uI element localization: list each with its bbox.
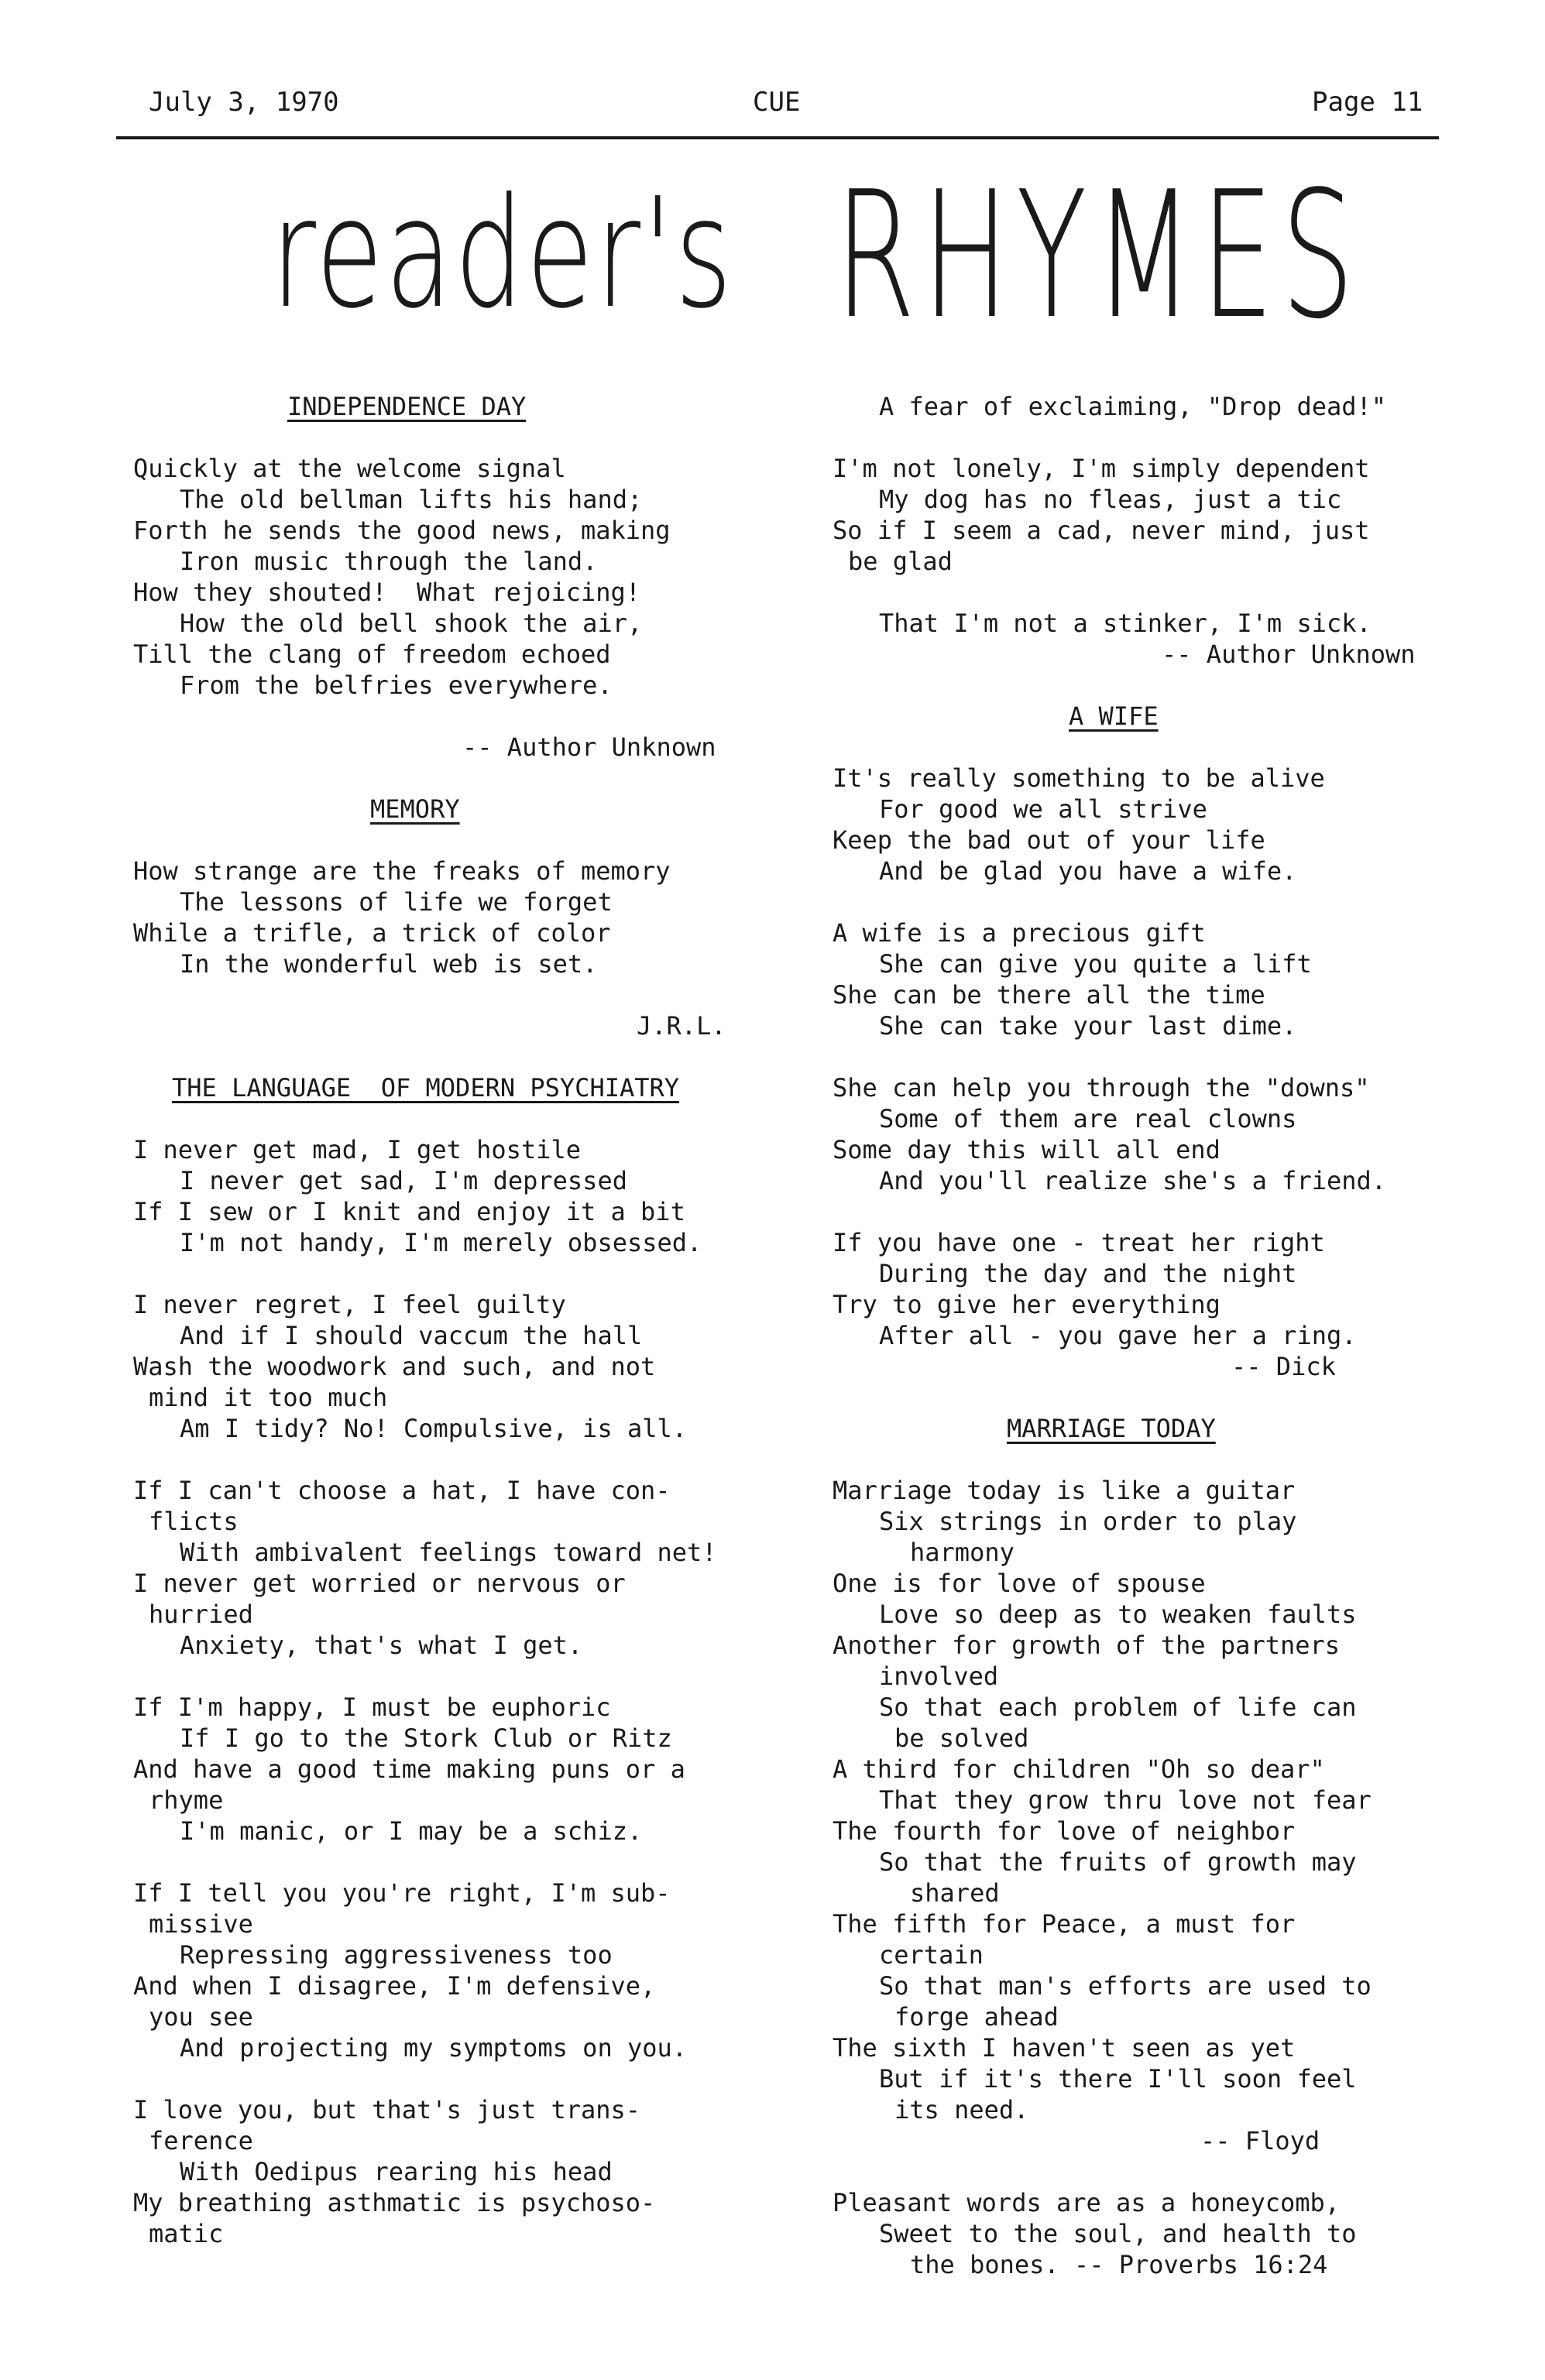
poem-line: I love you, but that's just trans- <box>133 2095 641 2125</box>
poem-line: A fear of exclaiming, "Drop dead!" <box>879 392 1387 421</box>
poem-line: Try to give her everything <box>833 1290 1221 1319</box>
poem-line: But if it's there I'll soon feel <box>879 2064 1357 2094</box>
poem-line: If I can't choose a hat, I have con- <box>133 1476 671 1505</box>
poem-line: And be glad you have a wife. <box>879 856 1297 886</box>
poem-line: In the wonderful web is set. <box>180 949 598 979</box>
poem-line: involved <box>879 1662 999 1691</box>
poem-title: MARRIAGE TODAY <box>1007 1414 1216 1443</box>
poem-line: Marriage today is like a guitar <box>833 1476 1296 1505</box>
header-rule <box>116 136 1439 139</box>
poem-line: From the belfries everywhere. <box>180 670 613 700</box>
poem-line: Love so deep as to weaken faults <box>879 1600 1357 1629</box>
poem-line: forge ahead <box>894 2002 1059 2032</box>
page-title-left: reader's <box>271 166 734 342</box>
poem-line: harmony <box>910 1538 1015 1567</box>
poem-line: And you'll realize she's a friend. <box>879 1166 1387 1195</box>
poem-line: So that man's efforts are used to <box>879 1971 1372 2001</box>
stanza-gap <box>133 825 737 856</box>
poem-title: MEMORY <box>370 794 460 824</box>
stanza-gap <box>833 1382 1444 1413</box>
poem-line: That I'm not a stinker, I'm sick. <box>879 609 1372 638</box>
poem-line: One is for love of spouse <box>833 1569 1206 1598</box>
poem-line: missive <box>149 1909 253 1939</box>
poem-line: She can help you through the "downs" <box>833 1073 1370 1103</box>
poem-line: rhyme <box>149 1785 224 1815</box>
poem-line: J.R.L. <box>637 1011 726 1041</box>
poem-line: certain <box>879 1940 984 1970</box>
stanza-gap <box>133 1444 737 1475</box>
poem-line: My breathing asthmatic is psychoso- <box>133 2188 656 2217</box>
poem-title: THE LANGUAGE OF MODERN PSYCHIATRY <box>172 1073 680 1103</box>
right-column <box>833 391 1444 2280</box>
page-number: Page 11 <box>1312 87 1423 118</box>
poem-line: She can take your last dime. <box>879 1011 1297 1041</box>
poem-line: matic <box>149 2219 224 2248</box>
issue-date: July 3, 1970 <box>149 87 339 118</box>
poem-line: So if I seem a cad, never mind, just <box>833 516 1370 545</box>
poem-title: INDEPENDENCE DAY <box>287 392 527 421</box>
poem-line: Pleasant words are as a honeycomb, <box>833 2188 1341 2217</box>
poem-line: Keep the bad out of your life <box>833 825 1265 855</box>
stanza-gap <box>133 1103 737 1134</box>
stanza-gap <box>833 732 1444 763</box>
poem-line: The fifth for Peace, a must for <box>833 1909 1296 1939</box>
poem-line: I never get sad, I'm depressed <box>180 1166 627 1195</box>
stanza-gap <box>133 1041 737 1072</box>
poem-line: I never get mad, I get hostile <box>133 1135 581 1164</box>
poem-line: My dog has no fleas, just a tic <box>879 485 1342 514</box>
poem-line: Quickly at the welcome signal <box>133 454 566 483</box>
poem-line: And projecting my symptoms on you. <box>180 2033 688 2063</box>
stanza-gap <box>833 422 1444 453</box>
poem-line: That they grow thru love not fear <box>879 1785 1372 1815</box>
poem-line: Some of them are real clowns <box>879 1104 1297 1133</box>
poem-line: Six strings in order to play <box>879 1507 1297 1536</box>
poem-line: It's really something to be alive <box>833 763 1325 793</box>
poem-line: Another for growth of the partners <box>833 1631 1341 1660</box>
poem-line: The fourth for love of neighbor <box>833 1816 1296 1846</box>
page-title-right: RHYMES <box>835 154 1361 358</box>
poem-line: Repressing aggressiveness too <box>180 1940 613 1970</box>
poem-line: With ambivalent feelings toward net! <box>180 1538 717 1567</box>
poem-line: you see <box>149 2002 253 2032</box>
poem-line: For good we all strive <box>879 794 1207 824</box>
poem-line: be solved <box>894 1723 1029 1753</box>
poem-line: mind it too much <box>149 1383 388 1412</box>
poem-line: The old bellman lifts his hand; <box>180 485 643 514</box>
poem-line: Wash the woodwork and such, and not <box>133 1352 656 1381</box>
poem-line: shared <box>910 1878 1000 1908</box>
poem-line: I never regret, I feel guilty <box>133 1290 566 1319</box>
poem-line: Iron music through the land. <box>180 547 598 576</box>
stanza-gap <box>833 2156 1444 2187</box>
poem-line: ference <box>149 2126 253 2155</box>
poem-line: -- Floyd <box>1200 2126 1320 2155</box>
poem-line: While a trifle, a trick of color <box>133 918 611 948</box>
poem-line: So that the fruits of growth may <box>879 1847 1357 1877</box>
poem-line: its need. <box>894 2095 1029 2125</box>
left-column <box>133 391 737 2249</box>
stanza-gap <box>833 1196 1444 1227</box>
poem-line: If I'm happy, I must be euphoric <box>133 1692 611 1722</box>
poem-line: With Oedipus rearing his head <box>180 2157 613 2186</box>
poem-line: I'm not handy, I'm merely obsessed. <box>180 1228 702 1257</box>
stanza-gap <box>133 2063 737 2094</box>
poem-line: be glad <box>848 547 953 576</box>
stanza-gap <box>833 1041 1444 1072</box>
poem-line: Am I tidy? No! Compulsive, is all. <box>180 1414 688 1443</box>
poem-line: If I sew or I knit and enjoy it a bit <box>133 1197 685 1226</box>
poem-line: Sweet to the soul, and health to <box>879 2219 1357 2248</box>
stanza-gap <box>833 670 1444 701</box>
poem-line: Till the clang of freedom echoed <box>133 640 611 669</box>
poem-line: After all - you gave her a ring. <box>879 1321 1357 1350</box>
poem-line: So that each problem of life can <box>879 1692 1357 1722</box>
stanza-gap <box>133 1258 737 1289</box>
poem-line: I never get worried or nervous or <box>133 1569 626 1598</box>
poem-line: The sixth I haven't seen as yet <box>833 2033 1296 2063</box>
poem-line: During the day and the night <box>879 1259 1297 1288</box>
poem-title: A WIFE <box>1069 701 1159 731</box>
poem-line: How the old bell shook the air, <box>180 609 643 638</box>
poem-line: And when I disagree, I'm defensive, <box>133 1971 656 2001</box>
publication-name: CUE <box>753 87 801 118</box>
poem-line: The lessons of life we forget <box>180 887 613 917</box>
stanza-gap <box>133 422 737 453</box>
poem-line: Anxiety, that's what I get. <box>180 1631 583 1660</box>
stanza-gap <box>133 1847 737 1878</box>
stanza-gap <box>133 1661 737 1692</box>
poem-line: A third for children "Oh so dear" <box>833 1754 1325 1784</box>
poem-line: -- Author Unknown <box>462 732 716 762</box>
poem-line: If I tell you you're right, I'm sub- <box>133 1878 671 1908</box>
poem-line: If I go to the Stork Club or Ritz <box>180 1723 672 1753</box>
stanza-gap <box>833 1444 1444 1475</box>
poem-line: I'm manic, or I may be a schiz. <box>180 1816 643 1846</box>
poem-line: -- Author Unknown <box>1162 640 1416 669</box>
poem-line: She can give you quite a lift <box>879 949 1312 979</box>
poem-line: hurried <box>149 1600 253 1629</box>
poem-line: Forth he sends the good news, making <box>133 516 671 545</box>
poem-line: A wife is a precious gift <box>833 918 1206 948</box>
poem-line: I'm not lonely, I'm simply dependent <box>833 454 1370 483</box>
poem-line: How strange are the freaks of memory <box>133 856 671 886</box>
poem-line: How they shouted! What rejoicing! <box>133 578 641 607</box>
stanza-gap <box>133 979 737 1010</box>
poem-line: Some day this will all end <box>833 1135 1221 1164</box>
poem-line: flicts <box>149 1507 239 1536</box>
stanza-gap <box>833 577 1444 608</box>
poem-line: If you have one - treat her right <box>833 1228 1325 1257</box>
poem-line: And have a good time making puns or a <box>133 1754 685 1784</box>
poem-line: -- Dick <box>1231 1352 1336 1381</box>
stanza-gap <box>133 763 737 794</box>
poem-line: And if I should vaccum the hall <box>180 1321 643 1350</box>
poem-line: the bones. -- Proverbs 16:24 <box>910 2250 1328 2279</box>
stanza-gap <box>833 886 1444 917</box>
stanza-gap <box>133 701 737 732</box>
poem-line: She can be there all the time <box>833 980 1265 1010</box>
